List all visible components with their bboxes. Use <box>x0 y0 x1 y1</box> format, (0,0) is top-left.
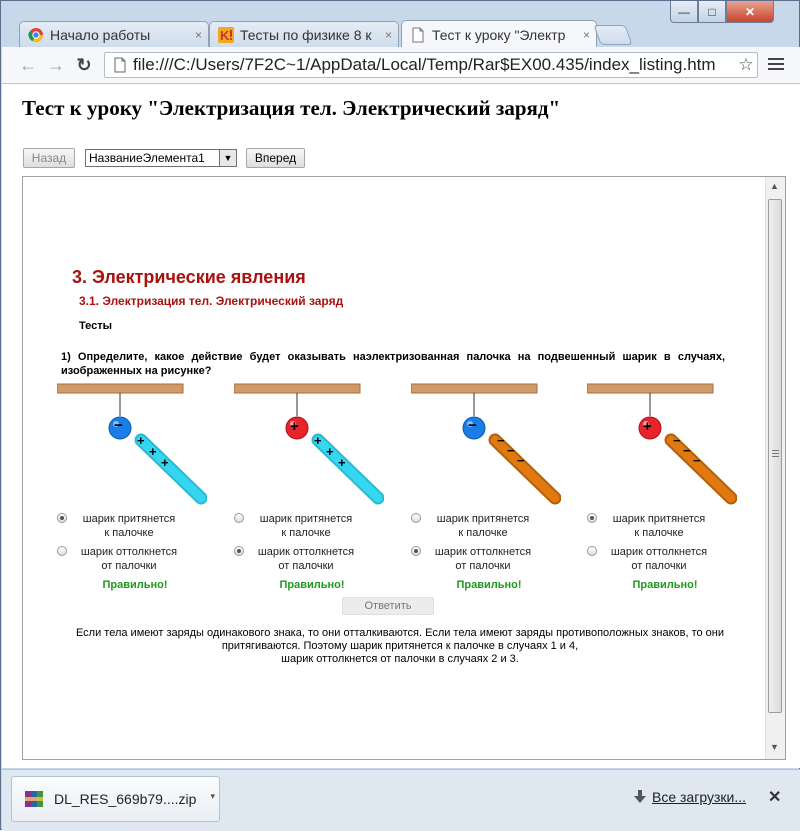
back-button[interactable]: Назад <box>23 148 75 168</box>
tab-title: Тесты по физике 8 к <box>240 26 372 43</box>
option-label: к палочке <box>634 527 684 539</box>
stick-charge-sign: − <box>673 433 681 448</box>
forward-arrow-icon[interactable]: → <box>47 55 65 75</box>
radio-attract[interactable] <box>411 513 421 523</box>
stick-charge-sign: − <box>497 433 505 448</box>
downloads-bar <box>2 769 800 831</box>
minimize-button[interactable]: — <box>670 1 698 23</box>
explanation-line: Если тела имеют заряды одинакового знака, то они отталкиваются. Если тела имеют заряды противоположных знаков, то они притягиваются. Поэтому шарик притянется к палочке в случаях 1 и 4, <box>75 627 725 652</box>
back-arrow-icon[interactable]: ← <box>19 55 37 75</box>
reload-icon[interactable]: ↻ <box>76 55 92 75</box>
case-panel-4 <box>587 382 737 591</box>
option-label: шарик оттолкнется <box>434 546 532 558</box>
option-label: к палочке <box>458 527 508 539</box>
case-panel-2 <box>234 382 384 591</box>
answer-button[interactable]: Ответить <box>342 597 434 615</box>
ball-charge-sign: − <box>468 417 477 434</box>
option-label: шарик оттолкнется <box>257 546 355 558</box>
ball-charge-sign: − <box>114 417 123 434</box>
radio-repel[interactable] <box>411 546 421 556</box>
test-frame <box>22 176 786 760</box>
option-label: к палочке <box>104 527 154 539</box>
scrollbar-thumb[interactable] <box>768 199 782 713</box>
chevron-down-icon[interactable]: ▾ <box>210 791 215 801</box>
svg-text:K: K <box>220 27 230 43</box>
stick-charge-sign: − <box>693 453 701 468</box>
k-icon <box>218 27 234 43</box>
stick-charge-sign: − <box>507 443 515 458</box>
option-label: шарик притянется <box>82 513 176 525</box>
forward-button[interactable]: Вперед <box>246 148 305 168</box>
option-label: шарик притянется <box>259 513 353 525</box>
download-item[interactable] <box>11 776 220 822</box>
option-label: шарик оттолкнется <box>80 546 178 558</box>
subsection-heading: 3.1. Электризация тел. Электрический заряд <box>79 294 344 308</box>
tab-current[interactable] <box>401 20 597 48</box>
section-heading: 3. Электрические явления <box>72 267 306 287</box>
result-correct: Правильно! <box>632 579 698 591</box>
option-label: от палочки <box>455 560 511 572</box>
case-illustration <box>587 382 737 512</box>
url-text: file:///C:/Users/7F2C~1/AppData/Local/Temp/Rar$EX00.435/index_listing.htm <box>133 55 716 74</box>
tab-strip <box>1 1 800 47</box>
close-icon[interactable]: × <box>194 27 202 42</box>
radio-repel[interactable] <box>234 546 244 556</box>
stick-charge-sign: + <box>149 444 157 459</box>
explanation-text <box>53 627 747 666</box>
close-window-button[interactable]: ✕ <box>726 1 774 23</box>
stick-charge-sign: − <box>517 453 525 468</box>
download-arrow-icon <box>634 790 646 804</box>
option-label: шарик притянется <box>436 513 530 525</box>
result-correct: Правильно! <box>456 579 522 591</box>
stick-charge-sign: + <box>338 455 346 470</box>
explanation-line: шарик оттолкнется от палочки в случаях 2 и 3. <box>281 653 519 665</box>
chevron-down-icon: ▼ <box>219 150 236 166</box>
vertical-scrollbar[interactable] <box>765 177 785 759</box>
show-all-label: Все загрузки... <box>652 789 746 805</box>
page-icon <box>113 57 127 73</box>
ball-charge-sign: + <box>290 418 299 435</box>
option-label: от палочки <box>278 560 334 572</box>
tab-title: Тест к уроку "Электр <box>432 26 566 43</box>
tab-title: Начало работы <box>50 26 151 43</box>
tests-label: Тесты <box>79 320 113 332</box>
ball-charge-sign: + <box>643 418 652 435</box>
tab-start[interactable] <box>19 21 209 47</box>
element-select[interactable] <box>85 149 237 167</box>
radio-repel[interactable] <box>587 546 597 556</box>
archive-icon <box>24 789 46 809</box>
tab-physics-tests[interactable] <box>209 21 399 47</box>
download-file-name: DL_RES_669b79....zip <box>54 791 197 807</box>
chrome-icon <box>28 27 44 43</box>
close-icon[interactable]: × <box>384 27 392 42</box>
scroll-up-icon[interactable]: ▲ <box>770 181 779 191</box>
maximize-button[interactable]: □ <box>698 1 726 23</box>
grip-icon <box>772 450 779 459</box>
close-icon[interactable]: × <box>582 27 590 42</box>
option-label: шарик оттолкнется <box>610 546 708 558</box>
page-icon <box>410 27 426 43</box>
star-icon[interactable]: ☆ <box>738 55 754 74</box>
stick-charge-sign: + <box>161 455 169 470</box>
option-label: от палочки <box>631 560 687 572</box>
option-label: шарик притянется <box>612 513 706 525</box>
stick-charge-sign: + <box>326 444 334 459</box>
show-all-downloads-link[interactable] <box>634 789 746 805</box>
radio-attract[interactable] <box>234 513 244 523</box>
browser-toolbar <box>2 47 800 84</box>
stick-charge-sign: − <box>683 443 691 458</box>
case-illustration <box>234 382 384 512</box>
address-bar[interactable] <box>104 52 758 78</box>
question-text: 1) Определите, какое действие будет оказывать наэлектризованная палочка на подвешенный шарик в случаях, изображенных на рисунке? <box>61 351 725 377</box>
menu-icon[interactable] <box>766 55 786 75</box>
radio-repel[interactable] <box>57 546 67 556</box>
option-label: от палочки <box>101 560 157 572</box>
new-tab-button[interactable] <box>593 25 632 45</box>
radio-attract[interactable] <box>57 513 67 523</box>
page-title: Тест к уроку "Электризация тел. Электрический заряд" <box>22 96 561 120</box>
close-icon[interactable]: ✕ <box>768 789 782 806</box>
result-correct: Правильно! <box>102 579 168 591</box>
scroll-down-icon[interactable]: ▼ <box>770 742 779 752</box>
radio-attract[interactable] <box>587 513 597 523</box>
case-illustration <box>57 382 207 512</box>
stick-charge-sign: + <box>314 433 322 448</box>
select-value: НазваниеЭлемента1 <box>89 151 205 165</box>
option-label: к палочке <box>281 527 331 539</box>
case-panel-1 <box>57 382 207 591</box>
stick-charge-sign: + <box>137 433 145 448</box>
case-panel-3 <box>411 382 561 591</box>
case-illustration <box>411 382 561 512</box>
result-correct: Правильно! <box>279 579 345 591</box>
page <box>2 84 800 768</box>
